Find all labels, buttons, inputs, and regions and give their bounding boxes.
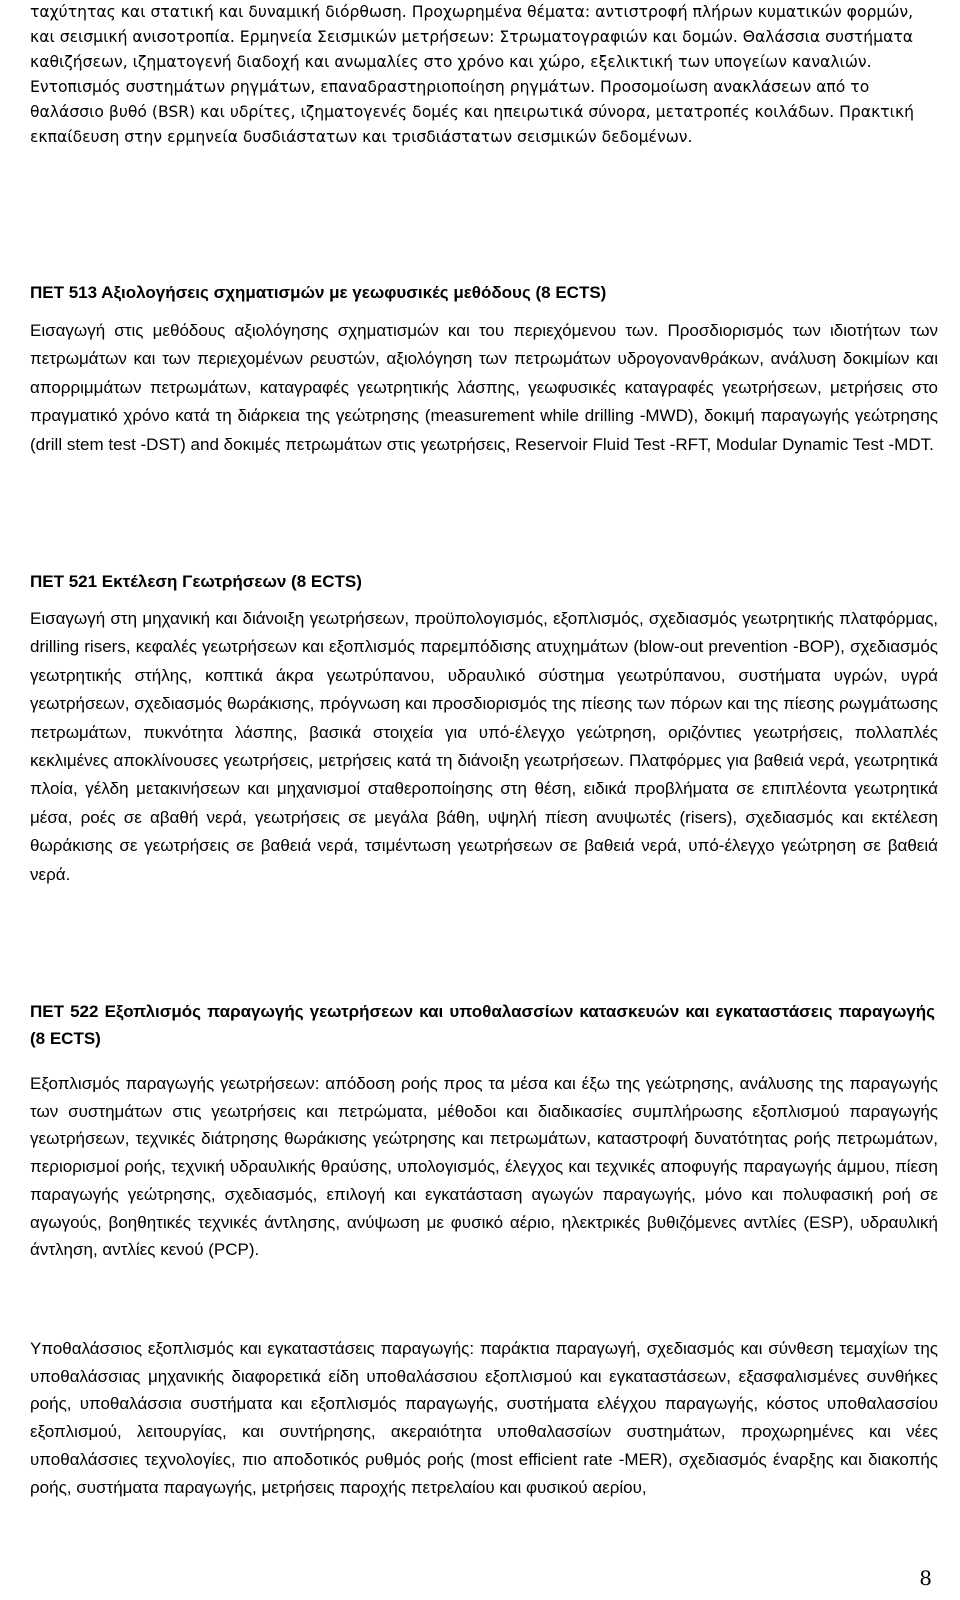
course-title-pet-513: ΠΕΤ 513 Αξιολογήσεις σχηματισμών με γεωφυσικές μεθόδους (8 ECTS) (30, 283, 607, 302)
course-title-pet-521: ΠΕΤ 521 Εκτέλεση Γεωτρήσεων (8 ECTS) (30, 572, 362, 591)
course-description-pet-522-production-equipment: Εξοπλισμός παραγωγής γεωτρήσεων: απόδοση ροής προς τα μέσα και έξω της γεώτρησης, ανάλυσης της παραγωγής των συστημάτων στις γεωτρήσεις και πετρώματα, μέθοδοι και διαδικασίες συμπλήρωσης εξοπλισμού παραγωγής γεωτρήσεων, τεχνικές διάτρησης θωράκισης γεώτρησης και πετρωμάτων, καταστροφή δυνατότητας ροής πετρωμάτων, περιορισμοί ροής, τεχνική υδραυλικής θραύσης, υπολογισμός, έλεγχος και τεχνικές αποφυγής παραγωγής άμμου, πίεση παραγωγής γεώτρησης, σχεδιασμός, επιλογή και εγκατάσταση αγωγών παραγωγής, μόνο και πολυφασική ροή σε αγωγούς, βοηθητικές τεχνικές άντλησης, ανύψωση με φυσικό αέριο, ηλεκτρικές βυθιζόμενες αντλίες (ESP), υδραυλική άντληση, αντλίες κενού (PCP). (30, 1074, 938, 1260)
course-description-pet-521: Εισαγωγή στη μηχανική και διάνοιξη γεωτρήσεων, προϋπολογισμός, εξοπλισμός, σχεδιασμός γεωτρητικής πλατφόρμας, drilling risers, κεφαλές γεωτρήσεων και εξοπλισμός παρεμπόδισης ατυχημάτων (blow-out prevention -BOP), σχεδιασμός γεωτρητικής στήλης, κοπτικά άκρα γεωτρύπανου, υδραυλικό σύστημα γεωτρύπανου, συστήματα υγρών, υγρά γεωτρήσεων, σχεδιασμός θωράκισης, πρόγνωση και προσδιορισμός της πίεσης των πόρων και της πίεσης ρωγμάτωσης πετρωμάτων, πυκνότητα λάσπης, βασικά στοιχεία για υπό-έλεγχο γεώτρηση, οριζόντιες γεωτρήσεις, πολλαπλές κεκλιμένες αποκλίνουσες γεωτρήσεις, μετρήσεις κατά τη διάνοιξη γεωτρήσεων. Πλατφόρμες για βαθειά νερά, γεωτρητικά πλοία, γέλδη μετακινήσεων και μηχανισμοί σταθεροποίησης στη θέση, ειδικά προβλήματα σε επιπλέοντα γεωτρητικά μέσα, ροές σε αβαθή νερά, γεωτρήσεις σε μεγάλα βάθη, υψηλή πίεση ανυψωτές (risers), σχεδιασμός και εκτέλεση θωράκισης σε γεωτρήσεις σε βαθειά νερά, τσιμέντωση γεωτρήσεων σε βαθειά νερά, υπό-έλεγχο γεώτρηση σε βαθειά νερά. (30, 609, 938, 884)
course-description-pet-522-subsea-equipment: Υποθαλάσσιος εξοπλισμός και εγκαταστάσεις παραγωγής: παράκτια παραγωγή, σχεδιασμός και σύνθεση τεμαχίων της υποθαλάσσιας μηχανικής διαφορετικά είδη υποθαλάσσιου εξοπλισμού και εγκαταστάσεων, εξασφαλισμένες συνθήκες ροής, υποθαλάσσια συστήματα και εξοπλισμός παραγωγής, συστήματα ελέγχου παραγωγής, κόστος υποθαλασσίου εξοπλισμού, λειτουργίας, και συντήρησης, ακεραιότητα υποθαλασσίων συστημάτων, προχωρημένες και νέες υποθαλάσσιες τεχνολογίες, πιο αποδοτικός ρυθμός ροής (most efficient rate -MER), σχεδιασμός έναρξης και διακοπής ροής, συστήματα παραγωγής, μετρήσεις παροχής πετρελαίου και φυσικού αερίου, (30, 1339, 938, 1497)
course-description-pet-513: Εισαγωγή στις μεθόδους αξιολόγησης σχηματισμών και του περιεχόμενου των. Προσδιορισμός των ιδιοτήτων των πετρωμάτων και των περιεχομένων ρευστών, αξιολόγηση των πετρωμάτων υδρογονανθράκων, ανάλυση δοκιμίων και απορριμμάτων πετρωμάτων, καταγραφές γεωτρητικής λάσπης, γεωφυσικές καταγραφές γεωτρήσεων, μετρήσεις στο πραγματικό χρόνο κατά τη διάρκεια της γεώτρησης (measurement while drilling -MWD), δοκιμή παραγωγής γεώτρησης (drill stem test -DST) and δοκιμές πετρωμάτων στις γεωτρήσεις, Reservoir Fluid Test -RFT, Modular Dynamic Test -MDT. (30, 321, 938, 454)
course-title-pet-522: ΠΕΤ 522 Εξοπλισμός παραγωγής γεωτρήσεων και υποθαλασσίων κατασκευών και εγκαταστάσεις παραγωγής (8 ECTS) (30, 1002, 935, 1048)
intro-paragraph: ταχύτητας και στατική και δυναμική διόρθωση. Προχωρημένα θέματα: αντιστροφή πλήρων κυματικών φορμών, και σεισμική ανισοτροπία. Ερμηνεία Σεισμικών μετρήσεων: Στρωματογραφιών και δομών. Θαλάσσια συστήματα καθιζήσεων, ιζηματογενή διαδοχή και ανωμαλίες στο χρόνο και χώρο, εξελικτική των υπογείων καναλιών. Εντοπισμός συστημάτων ρηγμάτων, επαναδραστηριοποίηση ρηγμάτων. Προσομοίωση ανακλάσεων από το θαλάσσιο βυθό (BSR) και υδρίτες, ιζηματογενές δομές και ηπειρωτικά σύνορα, μετατροπές κοιλάδων. Πρακτική εκπαίδευση στην ερμηνεία δυσδιάστατων και τρισδιάστατων σεισμικών δεδομένων. (30, 3, 915, 146)
page-number: 8 (919, 1566, 932, 1590)
